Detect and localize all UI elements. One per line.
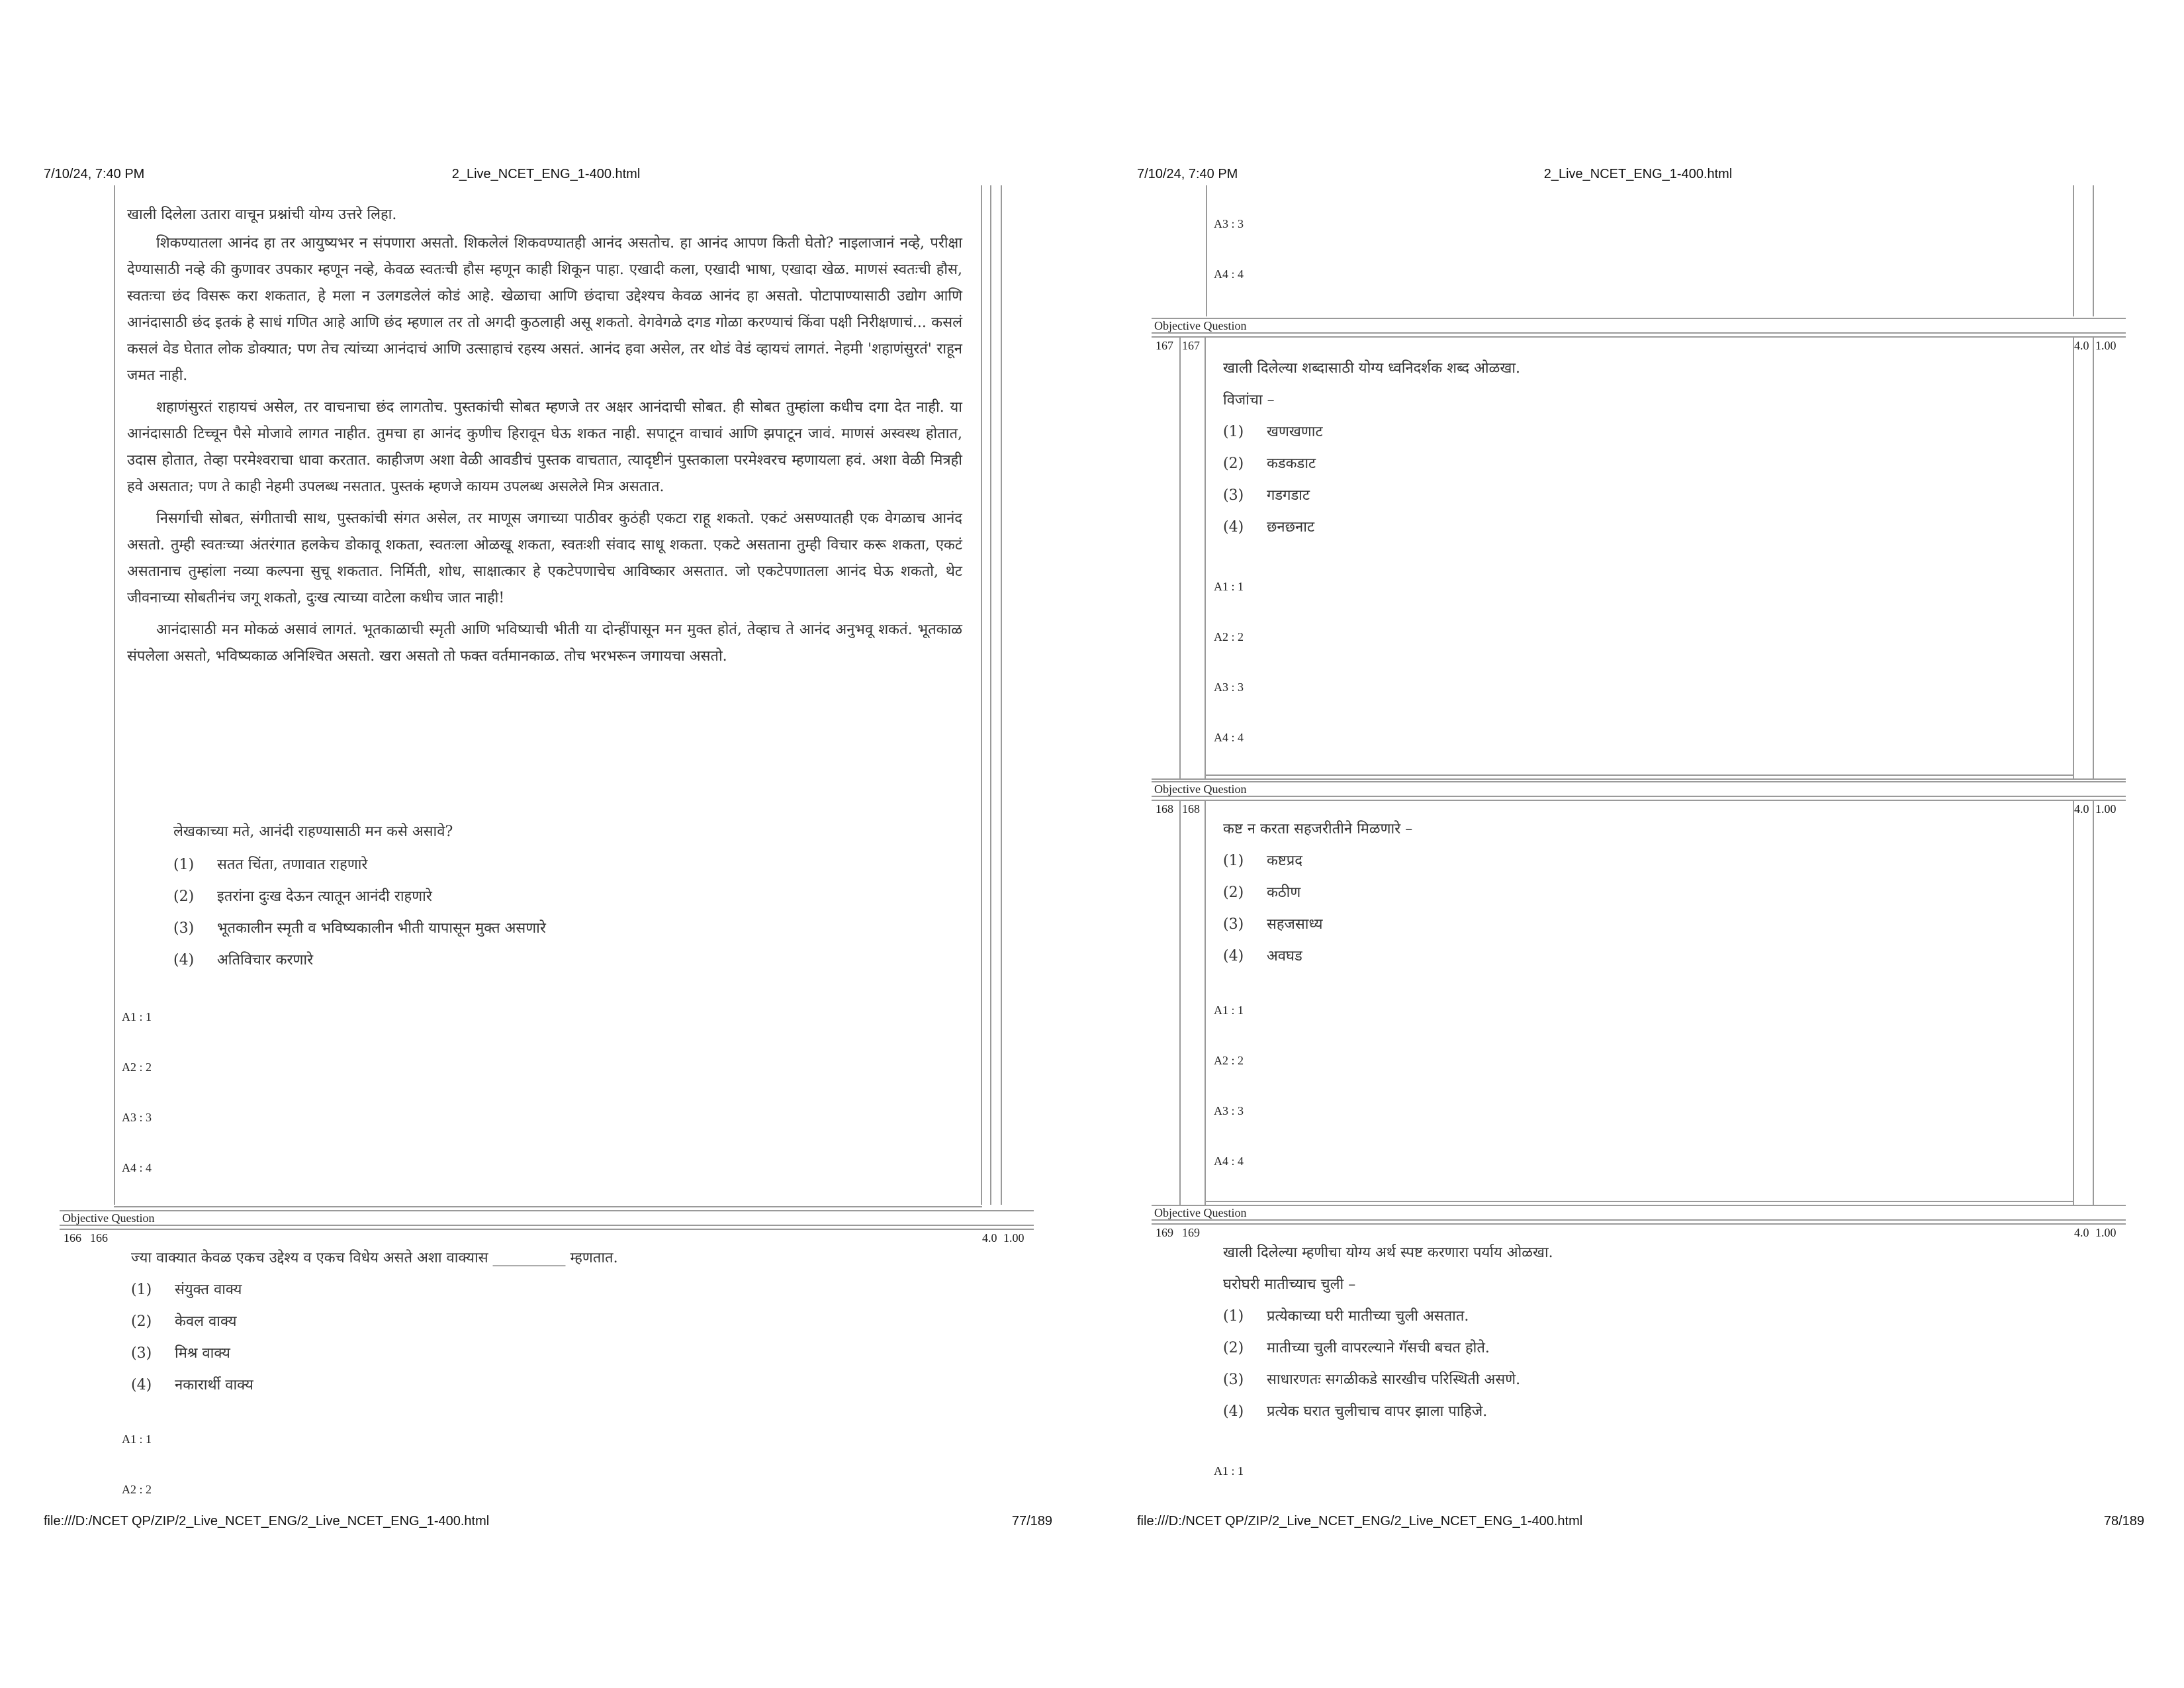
question-serial: 169 — [1156, 1226, 1173, 1239]
option-number: (2) — [1223, 884, 1244, 901]
row-divider — [114, 1206, 982, 1209]
page-78 — [1092, 0, 2184, 1688]
answer-option: A3 : 3 — [122, 1111, 152, 1124]
section-row — [60, 1210, 1034, 1226]
option-text: इतरांना दुःख देऊन त्यातून आनंदी राहणारे — [217, 888, 432, 905]
section-label: Objective Question — [1154, 782, 1247, 796]
section-row — [1152, 781, 2126, 797]
question-id: 169 — [1182, 1226, 1200, 1239]
option-number: (3) — [1223, 916, 1244, 933]
option-item — [173, 854, 367, 874]
passage-intro: खाली दिलेला उतारा वाचून प्रश्नांची योग्य उत्तरे लिहा. — [127, 207, 397, 223]
option-text: संयुक्त वाक्य — [175, 1282, 242, 1298]
cell-border — [114, 185, 115, 1205]
answer-option: A2 : 2 — [122, 1060, 152, 1074]
option-number: (1) — [173, 857, 195, 873]
option-number: (3) — [131, 1345, 152, 1362]
question-row-167 — [1152, 336, 2126, 780]
option-number: (4) — [1223, 948, 1244, 964]
option-item — [1223, 882, 1300, 902]
option-item — [1223, 1369, 1520, 1389]
option-text: सतत चिंता, तणावात राहणारे — [217, 857, 368, 873]
marks: 4.0 — [2074, 802, 2089, 816]
row-divider — [1206, 1201, 2074, 1203]
option-text: कष्टप्रद — [1267, 853, 1302, 869]
negative-marks: 1.00 — [1003, 1231, 1024, 1244]
cell-border — [2073, 336, 2074, 780]
cell-border — [1179, 800, 1181, 1206]
answer-option: A3 : 3 — [1214, 1104, 1244, 1117]
question-subtext: घरोघरी मातीच्याच चुली – — [1223, 1276, 1356, 1293]
marks: 4.0 — [2074, 1226, 2089, 1239]
question-text: ज्या वाक्यात केवळ एकच उद्देश्य व एकच विधेय असते अशा वाक्यास __________ म्हणतात. — [131, 1250, 618, 1266]
cell-border — [2093, 336, 2094, 780]
question-text: खाली दिलेल्या म्हणीचा योग्य अर्थ स्पष्ट करणारा पर्याय ओळखा. — [1223, 1244, 1553, 1261]
cell-border — [1001, 185, 1002, 1205]
passage-paragraph: आनंदासाठी मन मोकळं असावं लागतं. भूतकाळाची स्मृती आणि भविष्याची भीती या दोन्हींपासून मन मुक्त होतं, तेव्हाच ते आनंद अनुभवू शकतं. भूतकाळ संपलेला असतो, भविष्यकाळ अनिश्चित असतो. खरा असतो तो फक्त वर्तमानकाळ. तोच भरभरून जगायचा असतो. — [127, 622, 962, 665]
question-text: लेखकाच्या मते, आनंदी राहण्यासाठी मन कसे असावे? — [173, 823, 453, 840]
option-item — [1223, 1305, 1469, 1325]
option-text: सहजसाध्य — [1267, 916, 1323, 933]
cell-border — [1206, 185, 1207, 316]
option-number: (4) — [1223, 1403, 1244, 1420]
option-text: कडकडाट — [1267, 455, 1316, 472]
print-datetime: 7/10/24, 7:40 PM — [1137, 167, 1238, 181]
passage-paragraph: शिकण्यातला आनंद हा तर आयुष्यभर न संपणारा असतो. शिकलेलं शिकवण्यातही आनंद असतोच. हा आनंद आपण किती घेतो? नाइलाजानं नव्हे, परीक्षा देण्यासाठी नव्हे की कुणावर उपकार म्हणून नव्हे, केवळ स्वतःची हौस म्हणून काही शिकून पाहा. एखादी कला, एखादी भाषा, एखादा खेळ. माणसं स्वतःची हौस, स्वतःचा छंद विसरू करा शकतात, हे मला न उलगडलेलं कोडं आहे. खेळाचा आणि छंदाचा उद्देश्यच केवळ आनंद हा असतो. पोटापाण्यासाठी उद्योग आणि आनंदासाठी छंद इतकं हे साधं गणित आहे आणि छंद म्हणाल तर तो अगदी कुठलाही असू शकतो. वेगवेगळे दगड गोळा करण्याचं किंवा पक्षी निरीक्षणाचं... कसलं कसलं वेड घेतात लोक डोक्यात; पण तेच त्यांच्या आनंदाचं आणि उत्साहाचं रहस्य असतं. आनंद हवा असेल, तर थोडं वेडं व्हायचं लागतं. नेहमी 'शहाणंसुरतं' राहून जमत नाही. — [127, 235, 962, 384]
answer-option: A4 : 4 — [1214, 1154, 1244, 1168]
print-datetime: 7/10/24, 7:40 PM — [44, 167, 145, 181]
option-number: (4) — [131, 1377, 152, 1393]
option-number: (4) — [173, 952, 195, 968]
answer-option: A2 : 2 — [1214, 630, 1244, 643]
option-number: (3) — [173, 920, 195, 937]
option-item — [1223, 914, 1322, 933]
option-number: (2) — [173, 888, 195, 905]
cell-border — [1179, 336, 1181, 780]
option-number: (1) — [1223, 1308, 1244, 1325]
answer-option: A3 : 3 — [1214, 217, 1244, 230]
cell-border — [1205, 336, 1206, 780]
option-item — [131, 1342, 230, 1362]
print-file-url: file:///D:/NCET QP/ZIP/2_Live_NCET_ENG/2_Live_NCET_ENG_1-400.html — [1137, 1514, 1583, 1528]
answer-option: A1 : 1 — [1214, 1464, 1244, 1477]
cell-border — [990, 185, 991, 1205]
question-text: कष्ट न करता सहजरीतीने मिळणारे – — [1223, 821, 1413, 837]
question-text: खाली दिलेल्या शब्दासाठी योग्य ध्वनिदर्शक शब्द ओळखा. — [1223, 360, 1521, 377]
question-serial: 166 — [64, 1231, 81, 1244]
page-number: 77/189 — [1011, 1514, 1052, 1528]
option-text: भूतकालीन स्मृती व भविष्यकालीन भीती यापासून मुक्त असणारे — [217, 920, 546, 937]
option-text: गडगडाट — [1267, 487, 1310, 504]
option-item — [1223, 1337, 1490, 1357]
negative-marks: 1.00 — [2095, 339, 2116, 352]
option-item — [173, 886, 432, 906]
cell-border — [2073, 185, 2074, 316]
option-text: नकारार्थी वाक्य — [175, 1377, 253, 1393]
option-number: (4) — [1223, 519, 1244, 536]
option-item — [1223, 421, 1323, 441]
option-number: (2) — [131, 1313, 152, 1330]
option-text: अतिविचार करणारे — [217, 952, 314, 968]
option-text: अवघड — [1267, 948, 1302, 964]
answer-option: A4 : 4 — [122, 1161, 152, 1174]
option-item — [1223, 850, 1302, 870]
cell-border — [1205, 800, 1206, 1206]
section-row — [1152, 318, 2126, 334]
option-text: खणखणाट — [1267, 424, 1323, 440]
option-item — [131, 1374, 253, 1394]
option-item — [1223, 1401, 1487, 1421]
option-item — [1223, 453, 1316, 473]
option-item — [131, 1279, 242, 1299]
cell-border — [2073, 800, 2074, 1206]
print-file-url: file:///D:/NCET QP/ZIP/2_Live_NCET_ENG/2_Live_NCET_ENG_1-400.html — [44, 1514, 490, 1528]
option-number: (1) — [131, 1282, 152, 1298]
cell-border — [2093, 800, 2094, 1206]
option-number: (1) — [1223, 853, 1244, 869]
section-label: Objective Question — [62, 1211, 155, 1225]
option-number: (3) — [1223, 1372, 1244, 1388]
section-row — [1152, 1205, 2126, 1221]
option-item — [1223, 485, 1310, 504]
negative-marks: 1.00 — [2095, 802, 2116, 816]
option-text: मातीच्या चुली वापरल्याने गॅसची बचत होते. — [1267, 1340, 1490, 1356]
answer-option: A4 : 4 — [1214, 731, 1244, 744]
option-number: (2) — [1223, 1340, 1244, 1356]
option-number: (2) — [1223, 455, 1244, 472]
answer-option: A1 : 1 — [1214, 1004, 1244, 1017]
option-text: प्रत्येकाच्या घरी मातीच्या चुली असतात. — [1267, 1308, 1469, 1325]
page-number: 78/189 — [2103, 1514, 2144, 1528]
question-serial: 168 — [1156, 802, 1173, 816]
question-row-166 — [60, 1229, 1034, 1516]
option-number: (3) — [1223, 487, 1244, 504]
answer-option: A1 : 1 — [122, 1010, 152, 1023]
answer-option: A4 : 4 — [1214, 267, 1244, 281]
question-id: 166 — [90, 1231, 108, 1244]
cell-border — [2093, 185, 2094, 316]
cell-border — [981, 185, 982, 1205]
answer-option: A2 : 2 — [122, 1483, 152, 1496]
marks: 4.0 — [982, 1231, 997, 1244]
option-item — [1223, 945, 1302, 965]
question-serial: 167 — [1156, 339, 1173, 352]
option-text: छनछनाट — [1267, 519, 1315, 536]
question-subtext: विजांचा – — [1223, 392, 1275, 408]
section-label: Objective Question — [1154, 319, 1247, 332]
question-id: 168 — [1182, 802, 1200, 816]
answer-option: A1 : 1 — [122, 1432, 152, 1446]
option-item — [173, 949, 313, 969]
option-item — [131, 1311, 237, 1331]
option-text: प्रत्येक घरात चुलीचाच वापर झाला पाहिजे. — [1267, 1403, 1488, 1420]
option-text: मिश्र वाक्य — [175, 1345, 230, 1362]
passage-paragraph: शहाणंसुरतं राहायचं असेल, तर वाचनाचा छंद लागतोच. पुस्तकांची सोबत म्हणजे तर अक्षर आनंदाची सोबत. ही सोबत तुम्हांला कधीच दगा देत नाही. या आनंदासाठी टिच्चून पैसे मोजावे लागत नाहीत. तुमचा हा आनंद कुणीच हिरावून घेऊ शकत नाही. सपाटून वाचावं आणि झपाटून जावं. माणसं अस्वस्थ होतात, उदास होतात, तेव्हा परमेश्वराचा धावा करतात. काहीजण अशा वेळी आवडीचं पुस्तक वाचतात, त्यादृष्टीनं पुस्तकाला परमेश्वरच म्हणायला हवं. अशा वेळी मित्रही हवे असतात; पण ते काही नेहमी उपलब्ध नसतात. पुस्तकं म्हणजे कायम उपलब्ध असलेले मित्र असतात. — [127, 399, 962, 495]
answer-option: A2 : 2 — [1214, 1054, 1244, 1067]
section-label: Objective Question — [1154, 1206, 1247, 1219]
answer-option: A1 : 1 — [1214, 580, 1244, 593]
passage-paragraph: निसर्गाची सोबत, संगीताची साथ, पुस्तकांची संगत असेल, तर माणूस जगाच्या पाठीवर कुठंही एकटा राहू शकतो. एकटं असण्यातही एक वेगळाच आनंद असतो. तुम्ही स्वतःच्या अंतरंगात हलकेच डोकावू शकता, स्वतःला ओळखू शकता, स्वतःशी संवाद साधू शकता. एकटे असताना तुम्ही विचार करू शकता, एकटं असतानाच तुम्हांला नव्या कल्पना सुचू शकतात. निर्मिती, शोध, साक्षात्कार हे एकटेपणाचेच आविष्कार असतात. जो एकटेपणातला आनंद घेऊ शकतो, थेट जीवनाच्या सोबतीनंच जगू शकतो, दुःख त्याच्या वाटेला कधीच जात नाही! — [127, 510, 962, 606]
option-text: केवल वाक्य — [175, 1313, 237, 1330]
print-filename: 2_Live_NCET_ENG_1-400.html — [1543, 167, 1733, 181]
question-id: 167 — [1182, 339, 1200, 352]
row-divider — [1206, 774, 2074, 777]
option-item — [173, 917, 546, 937]
option-item — [1223, 516, 1314, 536]
passage — [127, 230, 962, 675]
option-text: साधारणतः सगळीकडे सारखीच परिस्थिती असणे. — [1267, 1372, 1521, 1388]
marks: 4.0 — [2074, 339, 2089, 352]
answer-option: A3 : 3 — [1214, 680, 1244, 694]
negative-marks: 1.00 — [2095, 1226, 2116, 1239]
option-number: (1) — [1223, 424, 1244, 440]
print-filename: 2_Live_NCET_ENG_1-400.html — [451, 167, 641, 181]
option-text: कठीण — [1267, 884, 1301, 901]
